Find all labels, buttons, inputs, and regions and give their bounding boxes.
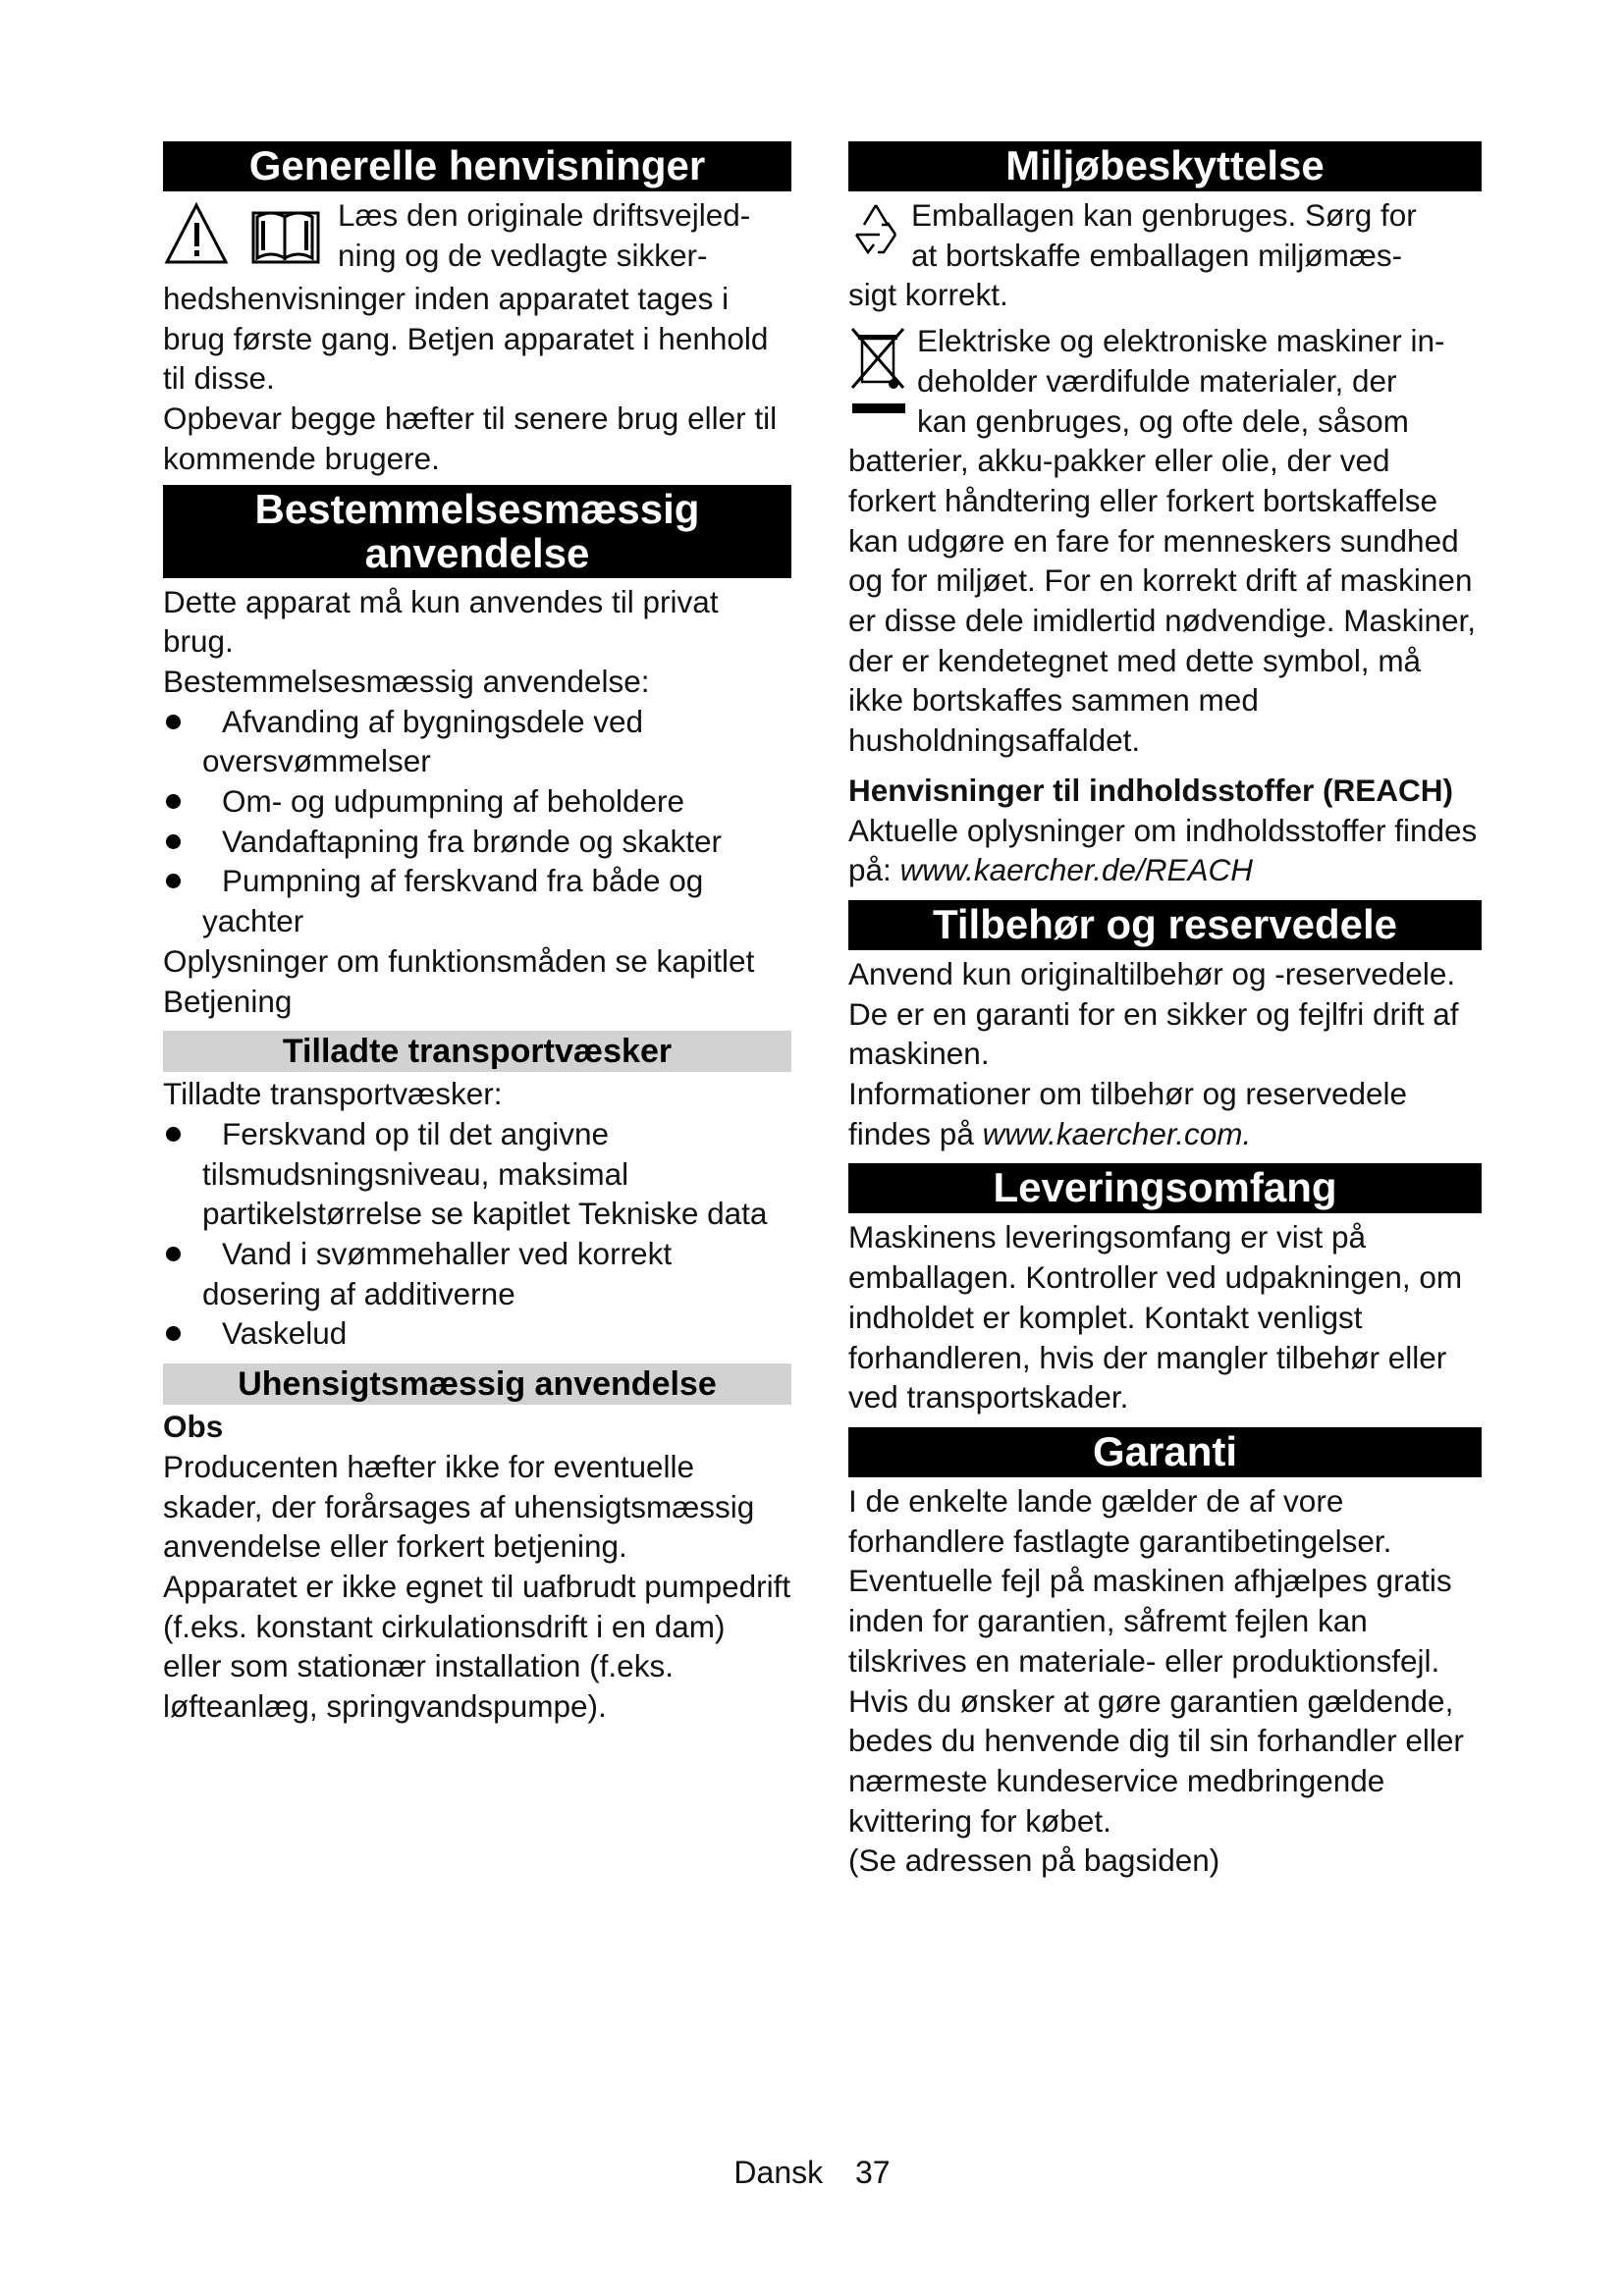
function-info: Oplysninger om funktionsmåden se kapitlet Betjening — [163, 942, 755, 1019]
general-storage: Opbevar begge hæfter til senere brug eller til kommende brugere. — [163, 400, 778, 476]
warning-icon — [163, 199, 330, 274]
general-intro-line1: Læs den originale driftsvejled- — [338, 197, 751, 233]
accessories-p1: Anvend kun originaltilbehør og -reservedele. De er en garanti for en sikker og fejlfri drift af maskinen. — [848, 955, 1459, 1072]
packaging-rest: sigt korrekt. — [848, 277, 1008, 313]
reach-heading: Henvisninger til indholdsstoffer (REACH) — [848, 772, 1454, 808]
liquids-list — [163, 1114, 791, 1354]
list-item: Vand i svømmehaller ved korrekt dosering af additiverne — [163, 1234, 791, 1313]
page-footer — [0, 2155, 1624, 2191]
intended-private: Dette apparat må kun anvendes til privat brug. — [163, 583, 719, 660]
manual-icon — [253, 213, 318, 262]
intended-list — [163, 702, 791, 941]
packaging-line1: Emballagen kan genbruges. Sørg for — [911, 197, 1417, 233]
weee-line2: deholder værdifulde materialer, der — [917, 362, 1397, 399]
weee-note — [848, 321, 1482, 761]
general-intro-line2: ning og de vedlagte sikker- — [338, 237, 708, 273]
left-column — [163, 141, 791, 1727]
warranty-p4: (Se adressen på bagsiden) — [848, 1842, 1220, 1879]
list-item: Pumpning af ferskvand fra både og yachter — [163, 861, 791, 940]
warranty-p2: Eventuelle fejl på maskinen afhjælpes gratis inden for garantien, såfremt fejlen kan tilskrives en materiale- eller produktionsfejl. — [848, 1563, 1452, 1679]
list-item: Om- og udpumpning af beholdere — [163, 781, 791, 822]
heading-general: Generelle henvisninger — [163, 141, 791, 191]
packaging-line2: at bortskaffe emballagen miljømæs- — [911, 237, 1403, 273]
reach-link[interactable]: www.kaercher.de/REACH — [899, 852, 1254, 888]
misuse-p2: Apparatet er ikke egnet til uafbrudt pumpedrift (f.eks. konstant cirkulationsdrift i en dam) eller som stationær installation (f.eks. løfteanlæg, springvandspumpe). — [163, 1568, 791, 1725]
recycling-icon — [848, 199, 903, 258]
heading-accessories: Tilbehør og reservedele — [848, 900, 1482, 950]
general-intro — [163, 195, 791, 399]
general-intro-rest: hedshenvisninger inden apparatet tages i brug første gang. Betjen apparatet i henhold til disse. — [163, 281, 769, 397]
list-item: Afvanding af bygningsdele ved oversvømmelser — [163, 702, 791, 781]
list-item: Vandaftapning fra brønde og skakter — [163, 822, 791, 862]
reach-text — [848, 811, 1482, 890]
heading-intended-line2: anvendelse — [364, 529, 590, 576]
packaging-note — [848, 195, 1482, 315]
footer-page-number: 37 — [855, 2155, 891, 2190]
list-item: Vaskelud — [163, 1313, 791, 1354]
heading-delivery: Leveringsomfang — [848, 1163, 1482, 1213]
weee-line3: kan genbruges, og ofte dele, såsom — [917, 402, 1409, 439]
reach-text-body: Aktuelle oplysninger om indholdsstoffer findes på: — [848, 812, 1478, 888]
heading-permitted-liquids: Tilladte transportvæsker — [163, 1031, 791, 1072]
warranty-p3: Hvis du ønsker at gøre garantien gældende, bedes du henvende dig til sin forhandler eller nærmeste kundeservice medbringende kvittering for købet. — [848, 1682, 1464, 1839]
weee-bin-icon — [848, 325, 909, 423]
accessories-p2-body: Informationer om tilbehør og reservedele findes på — [848, 1076, 1408, 1151]
heading-intended-use — [163, 485, 791, 578]
heading-environment: Miljøbeskyttelse — [848, 141, 1482, 191]
weee-icon-box — [848, 325, 909, 428]
list-item: Ferskvand op til det angivne tilsmudsningsniveau, maksimal partikelstørrelse se kapitlet Tekniske data — [163, 1114, 791, 1234]
warranty-p1: I de enkelte lande gælder de af vore forhandlere fastlagte garantibetingelser. — [848, 1482, 1392, 1559]
delivery-text: Maskinens leveringsomfang er vist på emballagen. Kontroller ved udpakningen, om indholdet er komplet. Kontakt venligst forhandleren, hvis der mangler tilbehør eller ved transportskader. — [848, 1219, 1463, 1415]
obs-label: Obs — [163, 1409, 224, 1445]
weee-rest: batterier, akku-pakker eller olie, der ved forkert håndtering eller forkert bortskaffelse kan udgøre en fare for menneskers sundhed og for miljøet. For en korrekt drift af maskinen er disse dele imidlertid nødvendige. Maskiner, der er kendetegnet med dette symbol, må ikke bortskaffes sammen med husholdningsaffaldet. — [848, 443, 1477, 759]
right-column — [848, 141, 1482, 1881]
liquids-intro: Tilladte transportvæsker: — [163, 1076, 503, 1112]
accessories-link[interactable]: www.kaercher.com. — [982, 1115, 1252, 1151]
heading-misuse: Uhensigtsmæssig anvendelse — [163, 1363, 791, 1405]
intended-list-intro: Bestemmelsesmæssig anvendelse: — [163, 663, 650, 699]
footer-language: Dansk — [733, 2155, 824, 2190]
accessories-p2 — [848, 1074, 1482, 1153]
recycling-icon-box — [848, 199, 903, 263]
heading-warranty: Garanti — [848, 1427, 1482, 1477]
general-icons — [163, 199, 330, 279]
heading-intended-line1: Bestemmelsesmæssig — [254, 485, 700, 532]
weee-line1: Elektriske og elektroniske maskiner in- — [917, 323, 1445, 359]
misuse-p1: Producenten hæfter ikke for eventuelle skader, der forårsages af uhensigtsmæssig anvendelse eller forkert betjening. — [163, 1448, 755, 1565]
